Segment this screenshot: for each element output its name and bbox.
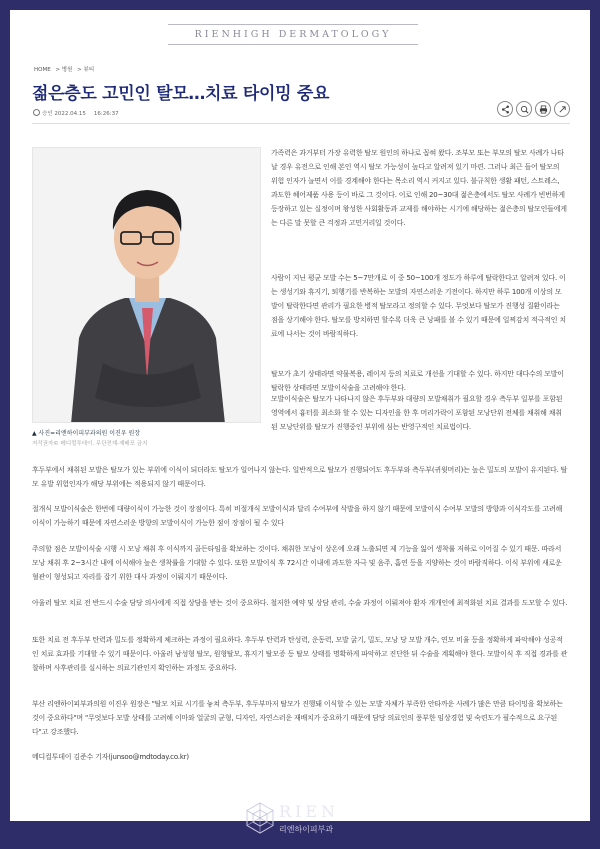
share-icon[interactable] — [497, 101, 513, 117]
body-paragraph: 후두부에서 채취된 모발은 탈모가 있는 부위에 이식이 되더라도 탈모가 일어나지 않는다. 일반적으로 탈모가 진행되어도 후두부와 측두부(귀윗머리)는 높은 밀도의 모발이 유지된다. 탈모 유발 위험인자가 해당 부위에는 적용되지 않기 때문이다. — [32, 466, 568, 488]
article-title: 젊은층도 고민인 탈모…치료 타이밍 중요 — [32, 84, 330, 104]
font-size-icon[interactable] — [516, 101, 532, 117]
body-paragraph: 또한 치료 전 후두부 탄력과 밀도를 정확하게 체크하는 과정이 필요하다. 후두부 탄력과 탄성력, 운동력, 모발 굵기, 밀도, 모낭 당 모발 개수, 연모 비율 등을 정확하게 파악해야 성공적인 치료 효과를 기대할 수 있기 때문이다. 아울러 남성형 탈모, 원형탈모, 휴지기 탈모증 등 탈모 상태를 명확하게 파악하고 진단한 뒤 수술을 계획해야 한다. 모발이식 후 직접 경과를 관찰하며 사후관리를 실시하는 의료기관인지 확인하는 과정도 중요하다. — [32, 636, 568, 672]
photo-credit: 저작권자© 메디컬투데이. 무단전재-재배포 금지 — [32, 441, 148, 447]
photo-caption: ▲ 사진=리엔하이피부과의원 이진우 원장 — [32, 430, 141, 437]
body-paragraph: 사람이 지닌 평균 모발 수는 5~7만개로 이 중 50~100개 정도가 하루에 탈락한다고 알려져 있다. 이는 생성기와 휴지기, 퇴행기를 반복하는 모발의 자연스러운 기전이다. 하지만 하루 100개 이상의 모발이 탈락한다면 관리가 필요한 병적 탈모라고 정의할 수 있다. 무엇보다 탈모가 진행성 질환이라는 점을 상기해야 한다. 탈모를 방치하면 할수록 더욱 큰 낭패를 볼 수 있기 때문에 일찌감치 적극적인 치료에 나서는 것이 바람직하다. — [271, 274, 566, 338]
logo-subtext: 리엔하이피부과 — [279, 825, 334, 834]
breadcrumb-home[interactable]: HOME — [34, 67, 51, 73]
body-paragraph: 주의할 점은 모발이식술 시행 시 모낭 채취 후 이식까지 골든타임을 확보하는 것이다. 채취한 모낭이 상온에 오래 노출되면 제 기능을 잃어 생착률 저하로 이어질 수 있기 때문. 따라서 모낭 채취 후 2~3시간 내에 이식해야 높은 생착률을 기대할 수 있다. 또한 모발이식 후 72시간 이내에 과도한 자극 및 음주, 흡연 등을 지양하는 것이 바람직하다. 이식 부위에 새로운 혈관이 형성되고 자리를 잡기 위한 대사 과정이 이뤄지기 때문이다. — [32, 545, 562, 581]
doctor-photo — [32, 147, 261, 423]
article-tools — [497, 101, 570, 117]
article-meta — [33, 109, 119, 117]
body-paragraph: 모발이식술은 탈모가 나타나지 않은 후두부와 대량의 모발채취가 필요할 경우 측두부 일부를 포함된 영역에서 흉터를 최소화 할 수 있는 디자인을 한 후 머리가락이 포함된 모낭단위 전체를 채취해 채취된 모낭단위를 탈모가 진행중인 부위에 심는 반영구적인 치료법이다. — [271, 395, 563, 431]
breadcrumb — [34, 65, 97, 73]
body-paragraph: 가족력은 과거부터 가장 유력한 탈모 원인의 하나로 꼽혀 왔다. 조부모 또는 부모의 탈모 사례가 나타날 경우 유전으로 인해 본인 역시 탈모 가능성이 높다고 알려져 있기 마련. 그러나 최근 들어 탈모의 위험 인자가 늘면서 이를 경계해야 한다는 목소리 역시 커지고 있다. 불규칙한 생활 패턴, 스트레스, 과도한 헤어제품 사용 등이 바로 그 것이다. 이로 인해 20~30대 젊은층에서도 탈모 사례가 빈번하게 등장하고 있는 실정이며 왕성한 사회활동과 교제를 해야하는 시기에 해당하는 젊은층의 탈모인들에게는 다른 말 못할 큰 걱정과 고민거리일 것이다. — [271, 149, 567, 227]
approval-time: 16:26:37 — [93, 111, 119, 117]
print-icon[interactable] — [535, 101, 551, 117]
breadcrumb-beauty[interactable]: > 뷰티 — [77, 67, 95, 73]
byline: 메디컬투데이 김준수 기자(junsoo@mdtoday.co.kr) — [32, 753, 189, 761]
breadcrumb-hospital[interactable]: > 병원 — [55, 67, 73, 73]
approval-date: 승인 2022.04.15 — [42, 111, 86, 117]
logo-text: RIEN — [279, 802, 340, 821]
body-paragraph: 탈모가 초기 상태라면 약물복용, 레이저 등의 치료로 개선을 기대할 수 있다. 하지만 대다수의 모발이 탈락한 상태라면 모발이식술을 고려해야 한다. — [271, 370, 564, 392]
body-paragraph: 절개식 모발이식술은 한번에 대량이식이 가능한 것이 장점이다. 특히 비절개식 모발이식과 달리 수여부에 삭발을 하지 않기 때문에 모발이식 수여부 모발의 방향과 이식각도를 고려해 이식이 가능하기 때문에 자연스러운 방향의 모발이식이 가능한 점이 장점이 될 수 있다 — [32, 505, 563, 527]
footer-logo — [244, 800, 356, 840]
title-divider — [32, 123, 570, 124]
body-paragraph: 아울러 탈모 치료 전 반드시 수술 담당 의사에게 직접 상담을 받는 것이 중요하다. 철저한 예약 및 상담 관리, 수술 과정이 이뤄져야 환자 개개인에 최적화된 치료 결과를 도모할 수 있다. — [32, 599, 568, 607]
clock-icon — [33, 109, 40, 116]
brand-header: RIENHIGH DERMATOLOGY — [168, 29, 418, 40]
body-paragraph: 부산 리엔하이피부과의원 이진우 원장은 "탈모 치료 시기를 놓쳐 측두부, 후두부마저 탈모가 진행돼 이식할 수 있는 모발 자체가 부족한 안타까운 사례가 많은 만큼 타이밍을 확보하는 것이 중요하다"며 "무엇보다 모발 상태를 고려해 이마와 얼굴의 균형, 디자인, 자연스러운 재배치가 중요하기 때문에 담당 의료인의 풍부한 임상경험 및 숙련도가 필수적으로 요구된다"고 강조했다. — [32, 700, 563, 736]
logo-mark-icon — [246, 802, 274, 834]
link-icon[interactable] — [554, 101, 570, 117]
